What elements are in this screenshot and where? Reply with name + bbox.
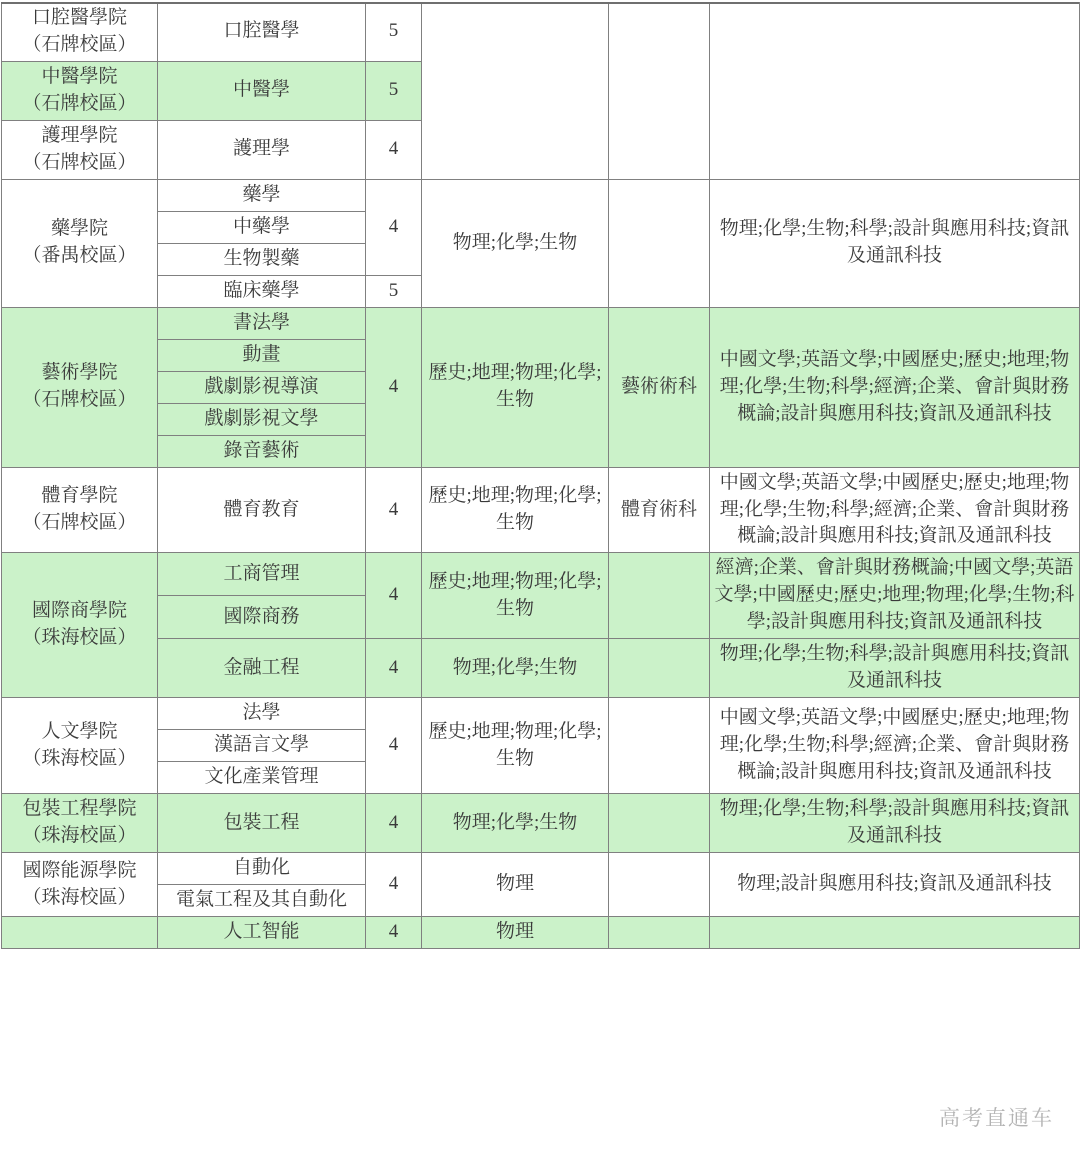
- table-row: [2, 3, 1080, 62]
- cell-art-requirement: [609, 553, 710, 639]
- cell-requirement: 物理;化學;生物: [422, 639, 609, 698]
- cell-requirement: 物理: [422, 853, 609, 917]
- watermark-text: 高考直通车: [939, 1107, 1054, 1130]
- spreadsheet-table-screenshot: [0, 2, 1080, 1153]
- table-row: [2, 698, 1080, 730]
- cell-college: [2, 179, 158, 307]
- cell-years: 4: [366, 917, 422, 949]
- cell-requirement: 歷史;地理;物理;化學;生物: [422, 553, 609, 639]
- college-name-line1: 藝術學院: [41, 362, 118, 384]
- cell-major: 人工智能: [158, 917, 366, 949]
- majors-table: [1, 2, 1080, 949]
- cell-major: 文化產業管理: [158, 762, 366, 794]
- cell-college: [2, 698, 158, 794]
- cell-requirement: 物理;化學;生物: [422, 179, 609, 307]
- table-row: [2, 639, 1080, 698]
- cell-years: 4: [366, 698, 422, 794]
- cell-major: 包裝工程: [158, 794, 366, 853]
- table-row: [2, 917, 1080, 949]
- cell-major: 動畫: [158, 339, 366, 371]
- cell-art-requirement: [609, 917, 710, 949]
- cell-major: 法學: [158, 698, 366, 730]
- cell-college: [2, 307, 158, 467]
- college-name-line2: （珠海校區）: [22, 825, 137, 847]
- cell-years: 5: [366, 61, 422, 120]
- cell-art-requirement: 藝術術科: [609, 307, 710, 467]
- cell-major: 臨床藥學: [158, 275, 366, 307]
- cell-college: [2, 917, 158, 949]
- cell-years: 4: [366, 120, 422, 179]
- cell-major: 電氣工程及其自動化: [158, 885, 366, 917]
- college-name-line2: （番禺校區）: [22, 245, 137, 267]
- cell-major: 口腔醫學: [158, 3, 366, 62]
- table-row: [2, 794, 1080, 853]
- cell-college: [2, 3, 158, 62]
- cell-reference: [710, 3, 1080, 180]
- cell-art-requirement: 體育術科: [609, 467, 710, 553]
- cell-reference: 物理;化學;生物;科學;設計與應用科技;資訊及通訊科技: [710, 179, 1080, 307]
- college-name-line1: 中醫學院: [41, 65, 118, 87]
- cell-art-requirement: [609, 639, 710, 698]
- cell-reference: 物理;設計與應用科技;資訊及通訊科技: [710, 853, 1080, 917]
- college-name-line1: 國際能源學院: [22, 859, 137, 881]
- cell-years: 4: [366, 179, 422, 275]
- cell-major: 戲劇影視導演: [158, 371, 366, 403]
- college-name-line2: （石牌校區）: [22, 33, 137, 55]
- cell-reference: 物理;化學;生物;科學;設計與應用科技;資訊及通訊科技: [710, 794, 1080, 853]
- college-name-line2: （珠海校區）: [22, 627, 137, 649]
- cell-years: 4: [366, 307, 422, 467]
- cell-major: 藥學: [158, 179, 366, 211]
- college-name-line1: 護理學院: [41, 124, 118, 146]
- cell-requirement: [422, 3, 609, 180]
- cell-major: 工商管理: [158, 553, 366, 596]
- cell-major: 生物製藥: [158, 243, 366, 275]
- college-name-line2: （珠海校區）: [22, 886, 137, 908]
- college-name-line1: 藥學院: [50, 218, 108, 240]
- cell-major: 國際商務: [158, 596, 366, 639]
- cell-major: 錄音藝術: [158, 435, 366, 467]
- table-top-rule: [1, 2, 1079, 4]
- cell-years: 4: [366, 853, 422, 917]
- table-row: [2, 179, 1080, 211]
- college-name-line1: 口腔醫學院: [31, 7, 127, 28]
- cell-reference: 物理;化學;生物;科學;設計與應用科技;資訊及通訊科技: [710, 639, 1080, 698]
- cell-major: 戲劇影視文學: [158, 403, 366, 435]
- cell-art-requirement: [609, 3, 710, 180]
- college-name-line2: （珠海校區）: [22, 747, 137, 769]
- table-body: [2, 3, 1080, 949]
- cell-requirement: 物理: [422, 917, 609, 949]
- cell-requirement: 歷史;地理;物理;化學;生物: [422, 698, 609, 794]
- college-name-line2: （石牌校區）: [22, 92, 137, 114]
- table-row: [2, 853, 1080, 885]
- cell-major: 護理學: [158, 120, 366, 179]
- college-name-line1: 國際商學院: [31, 600, 127, 622]
- college-name-line2: （石牌校區）: [22, 151, 137, 173]
- cell-years: 4: [366, 553, 422, 639]
- cell-art-requirement: [609, 853, 710, 917]
- table-row: [2, 553, 1080, 596]
- cell-major: 書法學: [158, 307, 366, 339]
- college-name-line1: 體育學院: [41, 485, 118, 507]
- cell-years: 4: [366, 467, 422, 553]
- cell-art-requirement: [609, 698, 710, 794]
- cell-college: [2, 794, 158, 853]
- college-name-line2: （石牌校區）: [22, 511, 137, 533]
- table-row: [2, 467, 1080, 553]
- cell-reference: 中國文學;英語文學;中國歷史;歷史;地理;物理;化學;生物;科學;經濟;企業、會計與財務概論;設計與應用科技;資訊及通訊科技: [710, 698, 1080, 794]
- table-row: [2, 307, 1080, 339]
- cell-requirement: 歷史;地理;物理;化學;生物: [422, 307, 609, 467]
- cell-art-requirement: [609, 794, 710, 853]
- college-name-line1: 人文學院: [41, 720, 118, 742]
- college-name-line2: （石牌校區）: [22, 389, 137, 411]
- cell-years: 4: [366, 639, 422, 698]
- cell-major: 金融工程: [158, 639, 366, 698]
- cell-years: 5: [366, 3, 422, 62]
- cell-college: [2, 120, 158, 179]
- cell-college: [2, 467, 158, 553]
- cell-major: 中醫學: [158, 61, 366, 120]
- cell-college: [2, 553, 158, 698]
- cell-major: 中藥學: [158, 211, 366, 243]
- college-name-line1: 包裝工程學院: [22, 798, 137, 820]
- cell-reference: 經濟;企業、會計與財務概論;中國文學;英語文學;中國歷史;歷史;地理;物理;化學;生物;科學;設計與應用科技;資訊及通訊科技: [710, 553, 1080, 639]
- cell-reference: 中國文學;英語文學;中國歷史;歷史;地理;物理;化學;生物;科學;經濟;企業、會計與財務概論;設計與應用科技;資訊及通訊科技: [710, 307, 1080, 467]
- cell-years: 4: [366, 794, 422, 853]
- cell-college: [2, 853, 158, 917]
- cell-years: 5: [366, 275, 422, 307]
- cell-reference: 中國文學;英語文學;中國歷史;歷史;地理;物理;化學;生物;科學;經濟;企業、會計與財務概論;設計與應用科技;資訊及通訊科技: [710, 467, 1080, 553]
- cell-reference: [710, 917, 1080, 949]
- cell-major: 體育教育: [158, 467, 366, 553]
- cell-requirement: 物理;化學;生物: [422, 794, 609, 853]
- cell-major: 漢語言文學: [158, 730, 366, 762]
- cell-major: 自動化: [158, 853, 366, 885]
- cell-college: [2, 61, 158, 120]
- cell-requirement: 歷史;地理;物理;化學;生物: [422, 467, 609, 553]
- cell-art-requirement: [609, 179, 710, 307]
